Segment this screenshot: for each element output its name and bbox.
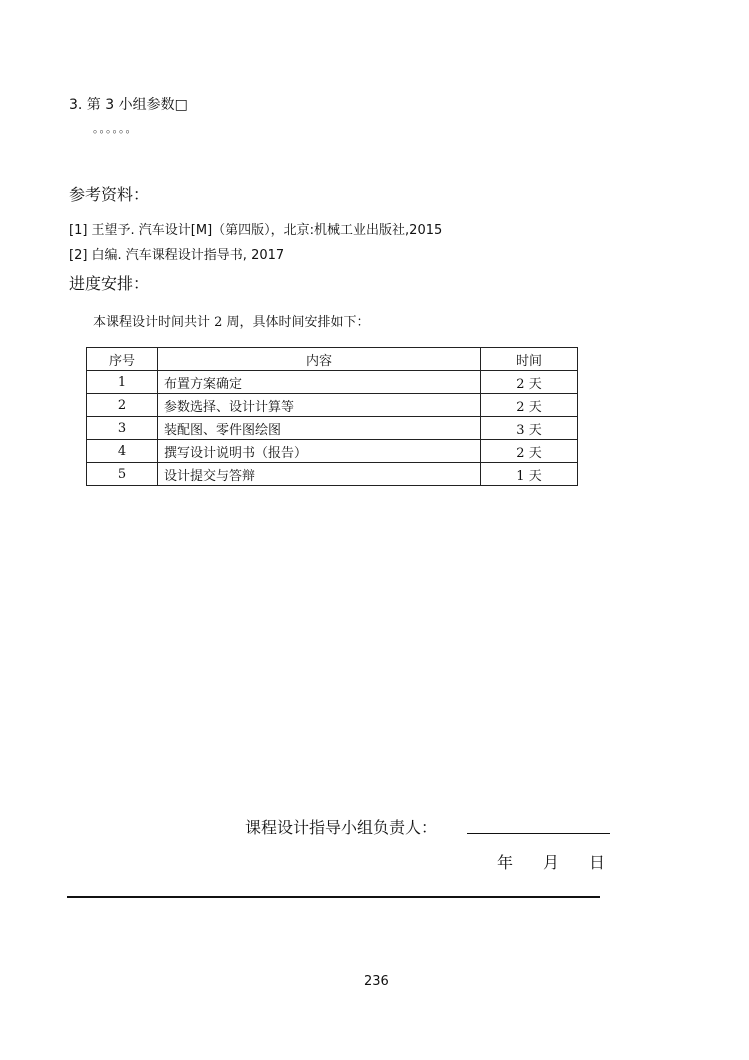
date-year-label: 年: [497, 853, 514, 872]
row-index: 1: [87, 371, 158, 394]
column-header-time: 时间: [481, 348, 578, 371]
table-row: [87, 394, 578, 417]
table-row: [87, 371, 578, 394]
row-index: 4: [87, 440, 158, 463]
row-time: 3 天: [481, 417, 578, 440]
row-content: 装配图、零件图绘图: [158, 417, 481, 440]
row-index: 3: [87, 417, 158, 440]
column-header-index: 序号: [87, 348, 158, 371]
references-heading: 参考资料：: [69, 185, 150, 204]
row-time: 1 天: [481, 463, 578, 486]
table-row: [87, 463, 578, 486]
row-content: 参数选择、设计计算等: [158, 394, 481, 417]
table-row: [87, 417, 578, 440]
date-day-label: 日: [589, 853, 606, 872]
reference-item: [2] 白编. 汽车课程设计指导书, 2017: [69, 248, 285, 263]
row-index: 2: [87, 394, 158, 417]
placeholder-dots: 。。。。。。: [93, 122, 138, 135]
section-3-title: 3. 第 3 小组参数□: [69, 97, 188, 113]
separator-rule: [67, 896, 600, 898]
schedule-intro: 本课程设计时间共计 2 周，具体时间安排如下：: [93, 315, 370, 330]
schedule-heading: 进度安排：: [69, 274, 150, 293]
row-content: 设计提交与答辩: [158, 463, 481, 486]
row-content: 布置方案确定: [158, 371, 481, 394]
column-header-content: 内容: [158, 348, 481, 371]
row-index: 5: [87, 463, 158, 486]
schedule-table: [86, 347, 578, 486]
page-number: 236: [364, 974, 389, 989]
table-row: [87, 440, 578, 463]
signature-label: 课程设计指导小组负责人：: [245, 818, 438, 837]
signature-line: [467, 833, 610, 834]
row-time: 2 天: [481, 440, 578, 463]
row-content: 撰写设计说明书（报告）: [158, 440, 481, 463]
table-header-row: [87, 348, 578, 371]
reference-item: [1] 王望予. 汽车设计[M]（第四版），北京:机械工业出版社,2015: [69, 223, 443, 238]
date-month-label: 月: [543, 853, 560, 872]
row-time: 2 天: [481, 371, 578, 394]
row-time: 2 天: [481, 394, 578, 417]
